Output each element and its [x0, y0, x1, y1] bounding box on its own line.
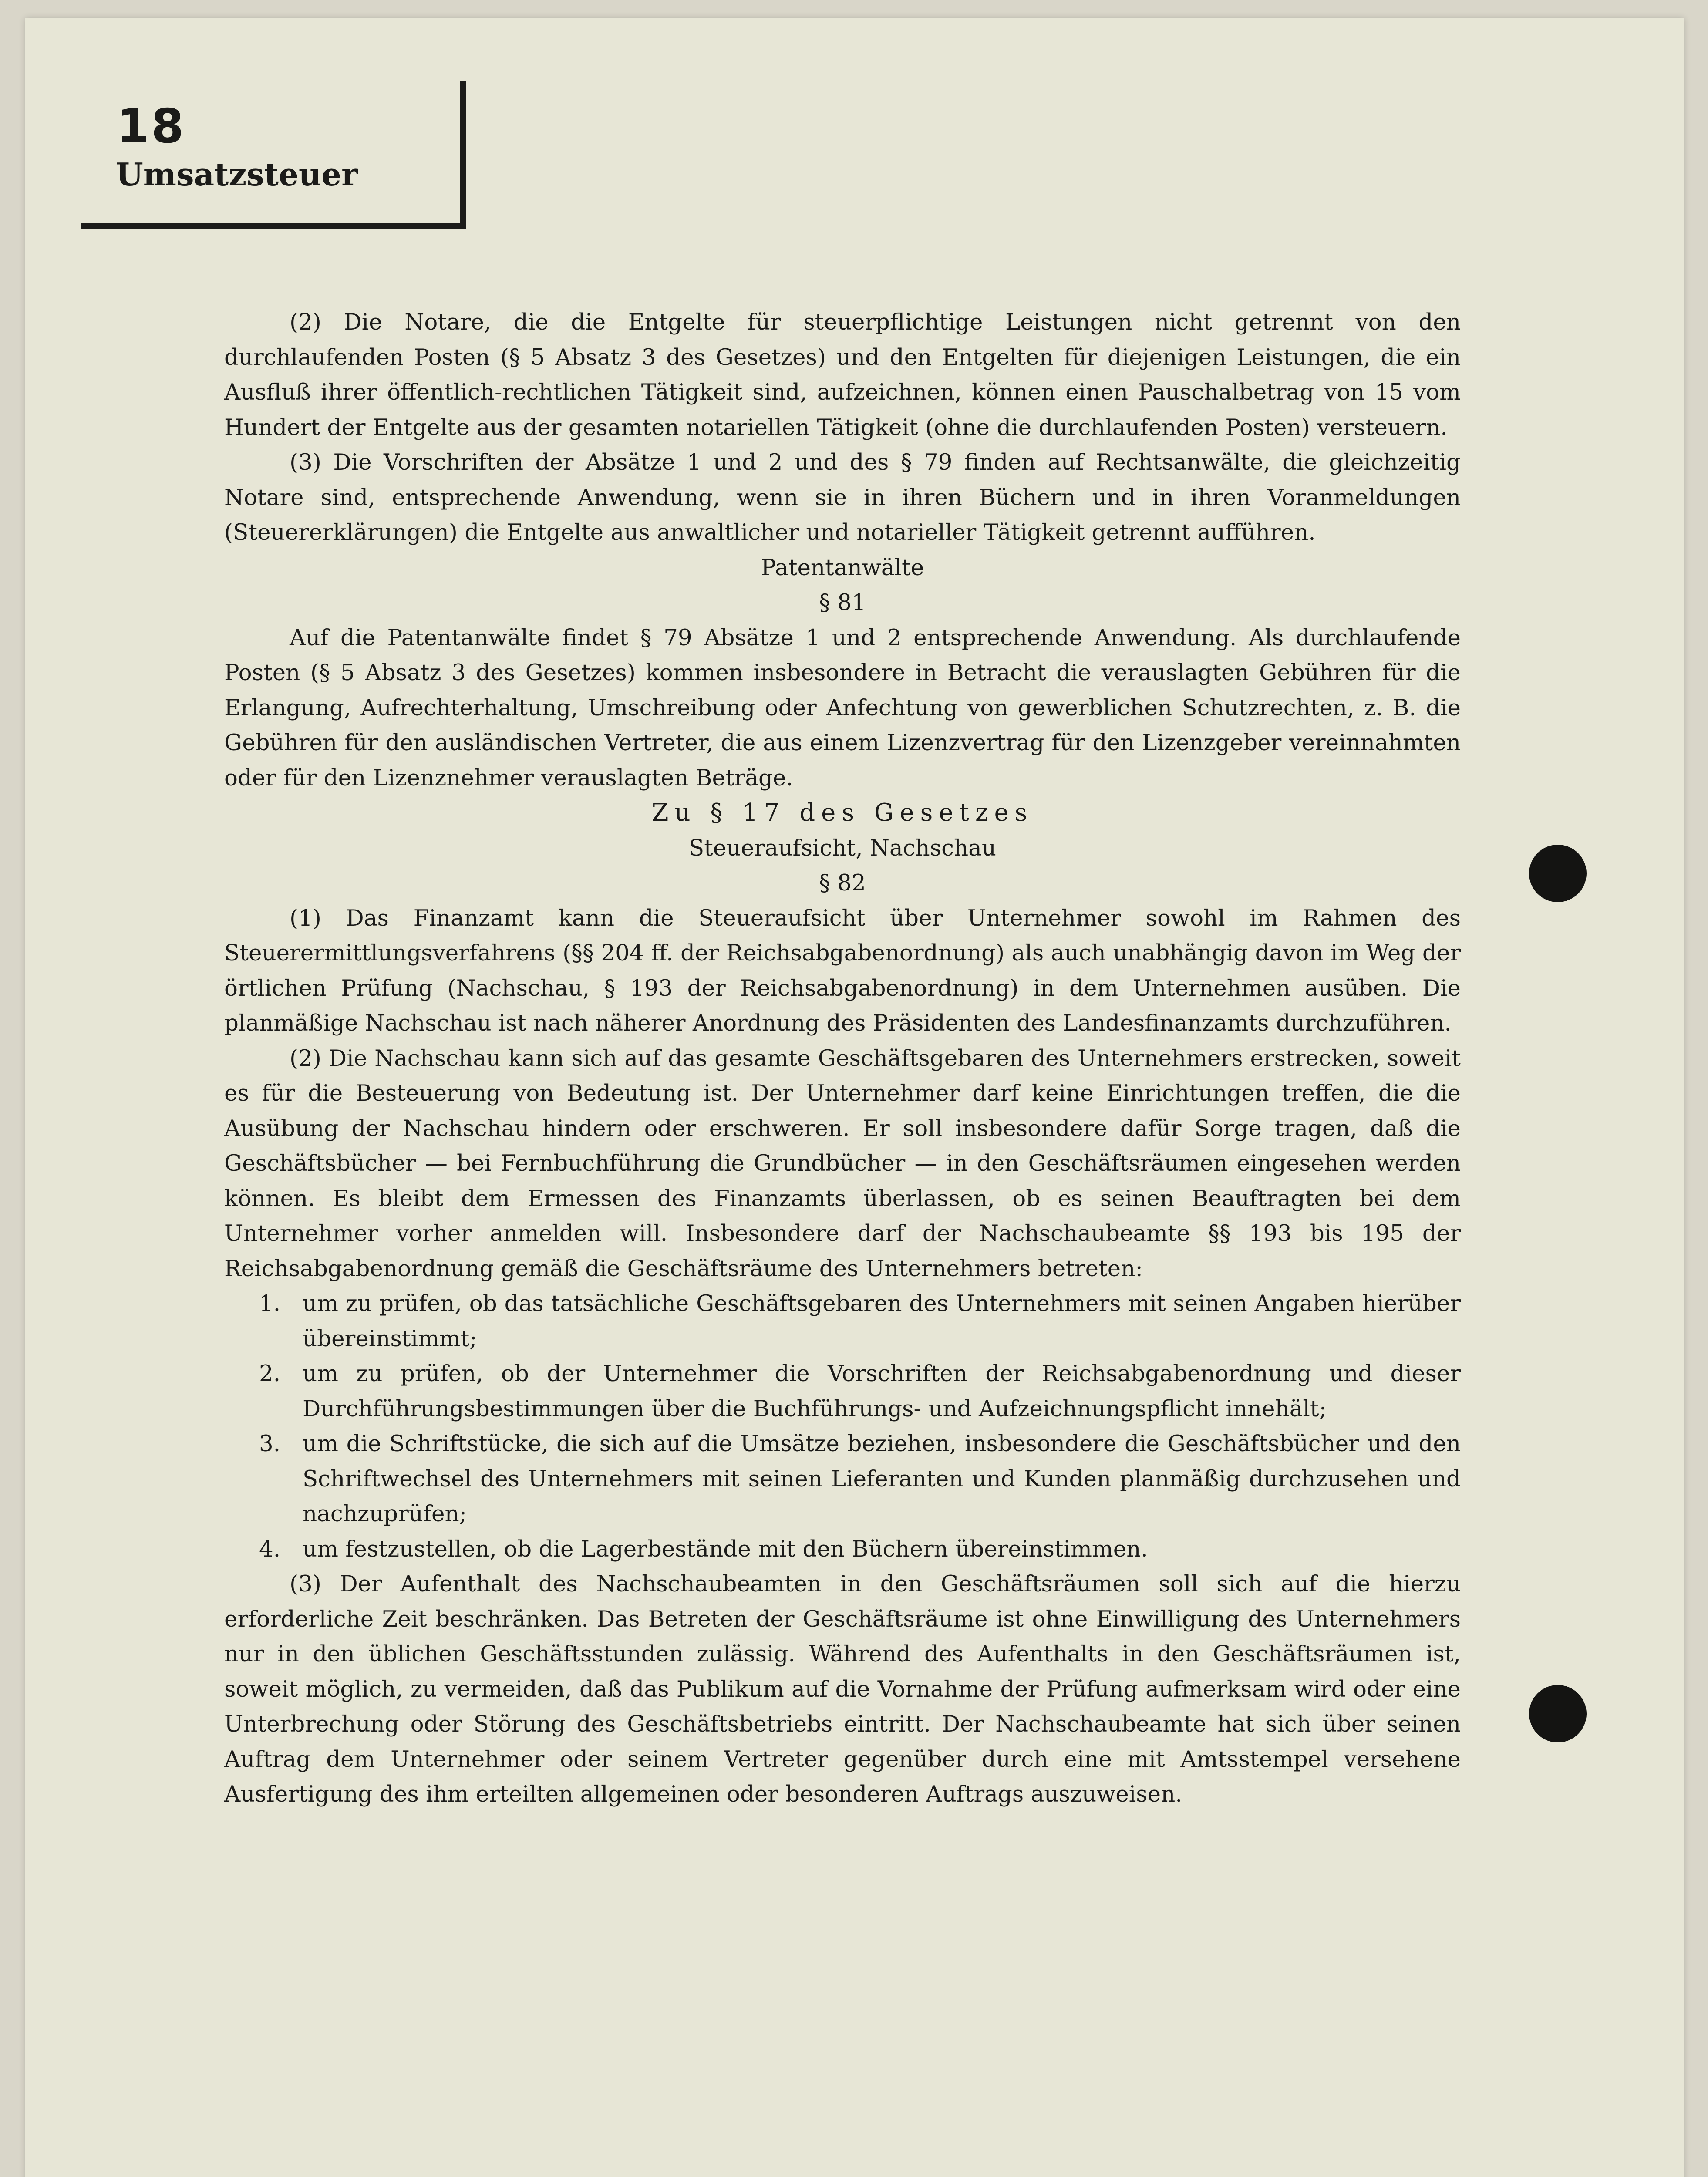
- section-82-paragraph-2: (2) Die Nachschau kann sich auf das gesamte Geschäftsgebaren des Unternehmers erstrecken, soweit es für die Besteuerung von Bedeutung ist. Der Unternehmer darf keine Einrichtungen treffen, die die Ausübung der Nachschau hindern oder erschweren. Er soll insbesondere dafür Sorge tragen, daß die Geschäftsbücher — bei Fernbuchführung die Grundbücher — in den Geschäftsräumen eingesehen werden können. Es bleibt dem Ermessen des Finanzamts überlassen, ob es seinen Beauftragten bei dem Unternehmer vorher anmelden will. Insbesondere darf der Nachschaubeamte §§ 193 bis 195 der Reichsabgabenordnung gemäß die Geschäftsräume des Unternehmers betreten:: [224, 1045, 1461, 1282]
- list-item: [224, 1286, 1461, 1356]
- list-item: [224, 1356, 1461, 1426]
- section-81-number: § 81: [819, 590, 866, 616]
- punch-hole: [1529, 845, 1587, 902]
- section-82-subheading: Steueraufsicht, Nachschau: [688, 835, 997, 861]
- list-item-text: um festzustellen, ob die Lagerbestände mit den Büchern übereinstimmen.: [303, 1536, 1148, 1562]
- paragraph-2: (2) Die Notare, die die Entgelte für steuerpflichtige Leistungen nicht getrennt von den durchlaufenden Posten (§ 5 Absatz 3 des Gesetzes) und den Entgelten für diejenigen Leistungen, die ein Ausfluß ihrer öffentlich-rechtlichen Tätigkeit sind, aufzeichnen, können einen Pauschalbetrag von 15 vom Hundert der Entgelte aus der gesamten notariellen Tätigkeit (ohne die durchlaufenden Posten) versteuern.: [224, 309, 1461, 441]
- section-82-paragraph-1: (1) Das Finanzamt kann die Steueraufsicht über Unternehmer sowohl im Rahmen des Steuerermittlungsverfahrens (§§ 204 ff. der Reichsabgabenordnung) als auch unabhängig davon im Weg der örtlichen Prüfung (Nachschau, § 193 der Reichsabgabenordnung) in dem Unternehmen ausüben. Die planmäßige Nachschau ist nach näherer Anordnung des Präsidenten des Landesfinanzamts durchzuführen.: [224, 905, 1461, 1036]
- list-item-number: 2.: [259, 1361, 281, 1387]
- list-item: [224, 1426, 1461, 1532]
- list-item-text: um zu prüfen, ob das tatsächliche Geschäftsgebaren des Unternehmers mit seinen Angaben hierüber übereinstimmt;: [303, 1291, 1461, 1352]
- section-81-heading: Patentanwälte: [761, 554, 924, 581]
- section-82-number: § 82: [819, 870, 866, 896]
- section-82-paragraph-3: (3) Der Aufenthalt des Nachschaubeamten in den Geschäftsräumen soll sich auf die hierzu erforderliche Zeit beschränken. Das Betreten der Geschäftsräume ist ohne Einwilligung des Unternehmers nur in den üblichen Geschäftsstunden zulässig. Während des Aufenthalts in den Geschäftsräumen ist, soweit möglich, zu vermeiden, daß das Publikum auf die Vornahme der Prüfung aufmerksam wird oder eine Unterbrechung oder Störung des Geschäftsbetriebs eintritt. Der Nachschaubeamte hat sich über seinen Auftrag dem Unternehmer oder seinem Vertreter gegenüber durch eine mit Amtsstempel versehene Ausfertigung des ihm erteilten allgemeinen oder besonderen Auftrags auszuweisen.: [224, 1571, 1461, 1807]
- section-title: Umsatzsteuer: [116, 156, 358, 193]
- section-number: 18: [117, 99, 186, 154]
- document-body: [224, 305, 1461, 1812]
- list-item-text: um die Schriftstücke, die sich auf die Umsätze beziehen, insbesondere die Geschäftsbücher und den Schriftwechsel des Unternehmers mit seinen Lieferanten und Kunden planmäßig durchzusehen und nachzuprüfen;: [303, 1431, 1461, 1527]
- paragraph-3: (3) Die Vorschriften der Absätze 1 und 2 und des § 79 finden auf Rechtsanwälte, die gleichzeitig Notare sind, entsprechende Anwendung, wenn sie in ihren Büchern und in ihren Voranmeldungen (Steuererklärungen) die Entgelte aus anwaltlicher und notarieller Tätigkeit getrennt aufführen.: [224, 449, 1461, 546]
- punch-hole: [1529, 1685, 1587, 1742]
- list-item-number: 4.: [259, 1536, 281, 1562]
- list-item-number: 1.: [259, 1291, 281, 1317]
- list-item: [224, 1532, 1461, 1567]
- section-82-zu-heading: Zu § 17 des Gesetzes: [651, 799, 1034, 827]
- list-item-text: um zu prüfen, ob der Unternehmer die Vorschriften der Reichsabgabenordnung und dieser Durchführungsbestimmungen über die Buchführungs- und Aufzeichnungspflicht innehält;: [303, 1361, 1461, 1422]
- section-81-paragraph: Auf die Patentanwälte findet § 79 Absätze 1 und 2 entsprechende Anwendung. Als durchlaufende Posten (§ 5 Absatz 3 des Gesetzes) kommen insbesondere in Betracht die verauslagten Gebühren für die Erlangung, Aufrechterhaltung, Umschreibung oder Anfechtung von gewerblichen Schutzrechten, z. B. die Gebühren für den ausländischen Vertreter, die aus einem Lizenzvertrag für den Lizenzgeber vereinnahmten oder für den Lizenznehmer verauslagten Beträge.: [224, 624, 1461, 791]
- list-item-number: 3.: [259, 1431, 281, 1457]
